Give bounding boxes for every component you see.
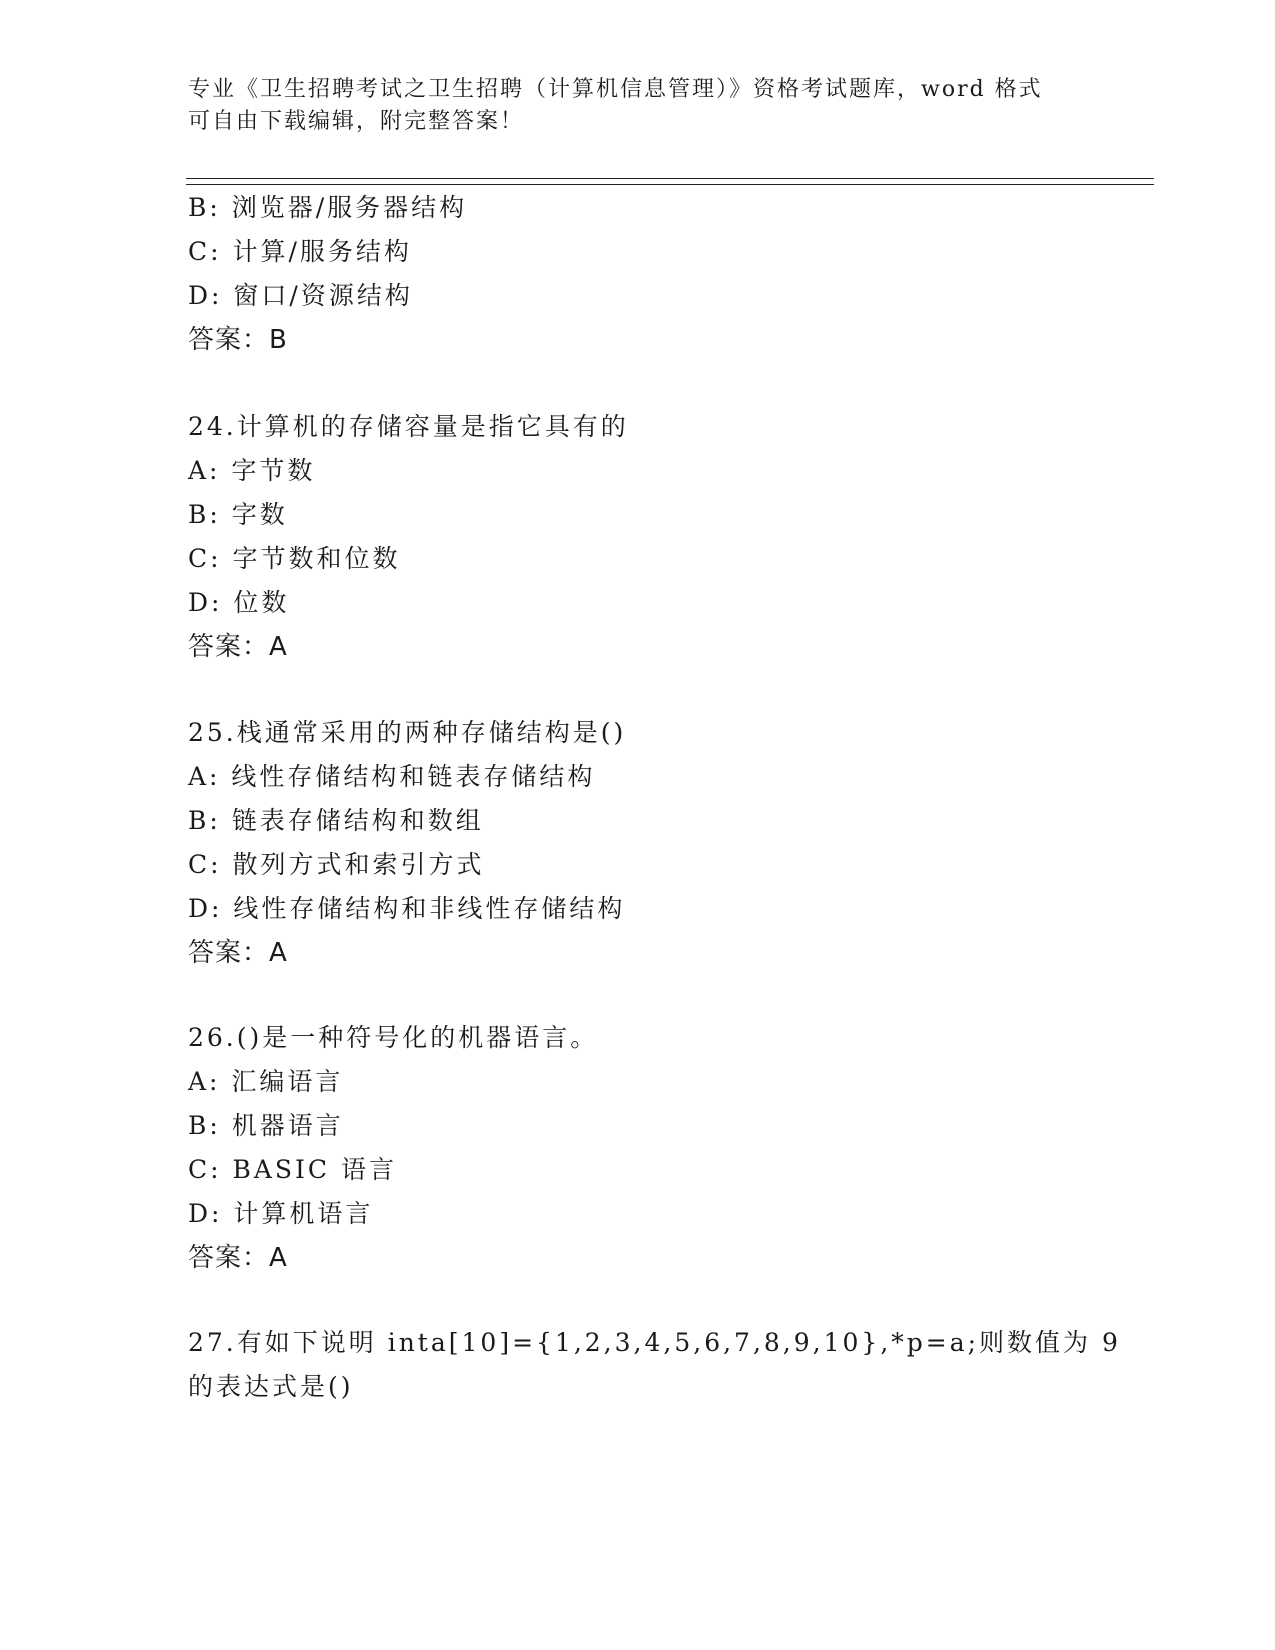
q24-stem: 24.计算机的存储容量是指它具有的 xyxy=(188,412,629,441)
q23-option-b: B: 浏览器/服务器结构 xyxy=(188,193,468,222)
q27-stem-line-1: 27.有如下说明 inta[10]={1,2,3,4,5,6,7,8,9,10},*p=a;则数值为 9 xyxy=(188,1328,1121,1357)
document-header xyxy=(188,74,1088,138)
q24-option-d: D: 位数 xyxy=(188,588,290,617)
q24-option-a: A: 字节数 xyxy=(188,456,316,485)
q26-option-a: A: 汇编语言 xyxy=(188,1067,344,1096)
q25-option-d: D: 线性存储结构和非线性存储结构 xyxy=(188,894,626,923)
q26-answer: 答案：A xyxy=(188,1243,288,1273)
q23-option-d: D: 窗口/资源结构 xyxy=(188,281,413,310)
q26-option-b: B: 机器语言 xyxy=(188,1111,344,1140)
q26-option-c: C: BASIC 语言 xyxy=(188,1155,398,1184)
q27-stem-line-2: 的表达式是() xyxy=(188,1372,354,1401)
q24-answer: 答案：A xyxy=(188,632,288,662)
header-line-1: 专业《卫生招聘考试之卫生招聘（计算机信息管理）》资格考试题库，word 格式 xyxy=(188,77,1043,102)
q24-option-b: B: 字数 xyxy=(188,500,288,529)
q25-stem: 25.栈通常采用的两种存储结构是() xyxy=(188,718,627,747)
q23-option-c: C: 计算/服务结构 xyxy=(188,237,412,266)
header-divider-bottom xyxy=(186,184,1154,185)
q25-option-a: A: 线性存储结构和链表存储结构 xyxy=(188,762,596,791)
q26-stem: 26.()是一种符号化的机器语言。 xyxy=(188,1023,599,1052)
q25-option-c: C: 散列方式和索引方式 xyxy=(188,850,485,879)
q26-option-d: D: 计算机语言 xyxy=(188,1199,374,1228)
q24-option-c: C: 字节数和位数 xyxy=(188,544,401,573)
q25-option-b: B: 链表存储结构和数组 xyxy=(188,806,484,835)
header-divider-top xyxy=(186,178,1154,179)
q23-answer: 答案：B xyxy=(188,325,288,355)
q25-answer: 答案：A xyxy=(188,938,288,968)
header-line-2: 可自由下载编辑，附完整答案！ xyxy=(188,109,525,134)
